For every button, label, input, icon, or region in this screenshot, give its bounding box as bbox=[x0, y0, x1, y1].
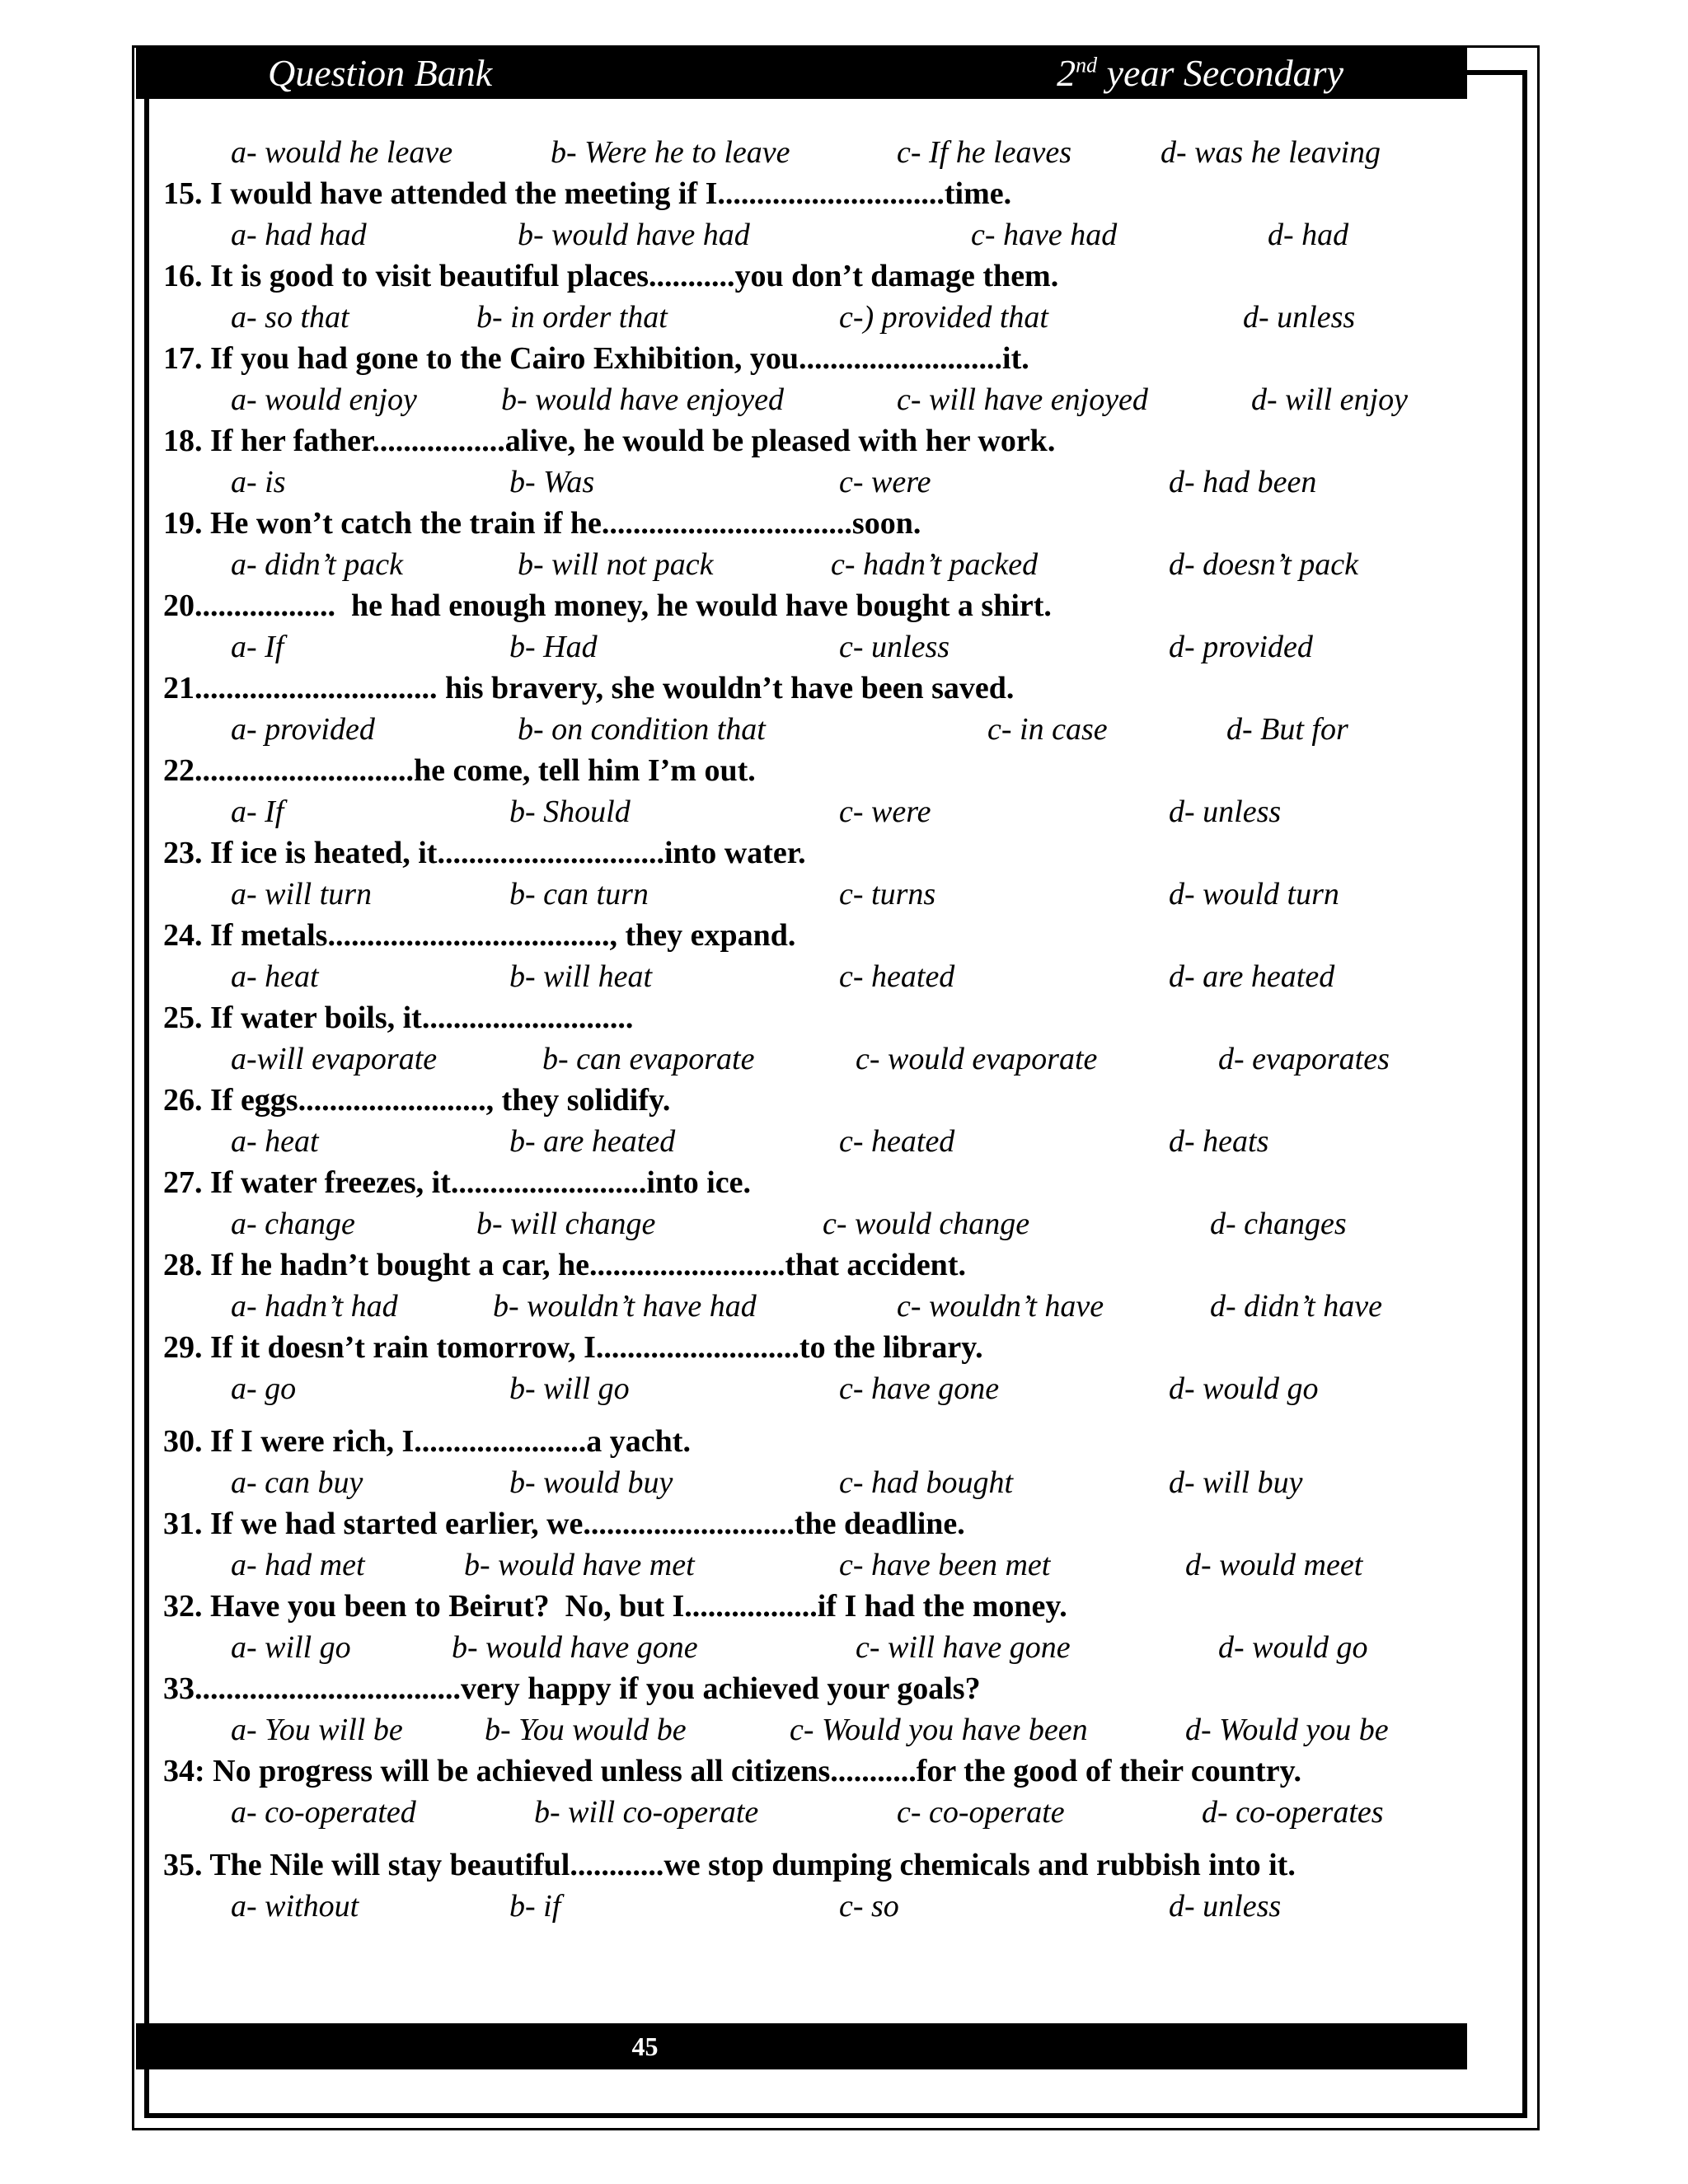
options-row bbox=[163, 544, 1465, 585]
option-c: c- Would you have been bbox=[790, 1713, 1088, 1747]
option-b: b- You would be bbox=[485, 1713, 687, 1747]
option-b: b- will not pack bbox=[518, 547, 714, 582]
question-text: 22............................he come, tell him I’m out. bbox=[163, 753, 756, 788]
option-b: b- would have met bbox=[464, 1548, 695, 1582]
question-text: 31. If we had started earlier, we...........................the deadline. bbox=[163, 1507, 965, 1541]
question-text: 23. If ice is heated, it.............................into water. bbox=[163, 836, 806, 870]
option-b: b- Were he to leave bbox=[551, 135, 790, 170]
option-d: d- co-operates bbox=[1202, 1795, 1384, 1830]
option-a: a- heat bbox=[231, 959, 319, 994]
options-row bbox=[163, 1709, 1465, 1750]
option-c: c- heated bbox=[839, 959, 955, 994]
question-text: 26. If eggs........................, they solidify. bbox=[163, 1083, 671, 1118]
option-b: b- wouldn’t have had bbox=[493, 1289, 757, 1324]
option-a: a- will go bbox=[231, 1630, 351, 1665]
option-a: a- can buy bbox=[231, 1465, 363, 1500]
option-b: b- if bbox=[509, 1889, 561, 1924]
option-a: a- heat bbox=[231, 1124, 319, 1159]
question-text: 35. The Nile will stay beautiful............we stop dumping chemicals and rubbish into it. bbox=[163, 1848, 1296, 1882]
question-text: 28. If he hadn’t bought a car, he.........................that accident. bbox=[163, 1248, 966, 1282]
option-b: b- will co-operate bbox=[534, 1795, 759, 1830]
option-a: a- will turn bbox=[231, 877, 373, 912]
option-b: b- are heated bbox=[509, 1124, 676, 1159]
question-text: 24. If metals...................................., they expand. bbox=[163, 918, 796, 953]
option-b: b- can evaporate bbox=[542, 1042, 755, 1076]
question-text: 17. If you had gone to the Cairo Exhibition, you..........................it. bbox=[163, 341, 1029, 376]
option-c: c- were bbox=[839, 465, 931, 499]
question-text: 25. If water boils, it........................... bbox=[163, 1001, 634, 1035]
option-d: d- had been bbox=[1169, 465, 1317, 499]
option-c: c- hadn’t packed bbox=[831, 547, 1039, 582]
option-a: a- provided bbox=[231, 712, 375, 747]
option-c: c- will have enjoyed bbox=[897, 382, 1148, 417]
option-b: b- will change bbox=[476, 1207, 656, 1241]
option-d: d- changes bbox=[1210, 1207, 1347, 1241]
question-text: 20.................. he had enough money, he would have bought a shirt. bbox=[163, 588, 1052, 623]
option-a: a- would he leave bbox=[231, 135, 453, 170]
option-c: c- turns bbox=[839, 877, 936, 912]
option-d: d- was he leaving bbox=[1160, 135, 1381, 170]
options-row bbox=[163, 214, 1465, 255]
option-d: d- would go bbox=[1218, 1630, 1368, 1665]
option-b: b- in order that bbox=[476, 300, 668, 335]
option-c: c- heated bbox=[839, 1124, 955, 1159]
option-d: d- would turn bbox=[1169, 877, 1339, 912]
question-text: 19. He won’t catch the train if he................................soon. bbox=[163, 506, 921, 541]
option-a: a- didn’t pack bbox=[231, 547, 403, 582]
option-b: b- will go bbox=[509, 1371, 630, 1406]
header-grade: 2nd year Secondary bbox=[1057, 52, 1343, 94]
top-options bbox=[163, 132, 1465, 173]
options-row bbox=[163, 1627, 1465, 1668]
options-row bbox=[163, 791, 1465, 832]
option-a: a- If bbox=[231, 630, 284, 664]
option-b: b- Had bbox=[509, 630, 598, 664]
option-a: a- change bbox=[231, 1207, 355, 1241]
option-c: c- wouldn’t have bbox=[897, 1289, 1104, 1324]
question-text: 27. If water freezes, it.........................into ice. bbox=[163, 1165, 752, 1200]
option-d: d- unless bbox=[1169, 794, 1282, 829]
options-row bbox=[163, 1462, 1465, 1503]
option-a: a- You will be bbox=[231, 1713, 403, 1747]
option-c: c- co-operate bbox=[897, 1795, 1065, 1830]
option-c: c- unless bbox=[839, 630, 950, 664]
options-row bbox=[163, 1121, 1465, 1162]
options-row bbox=[163, 297, 1465, 338]
option-d: d- unless bbox=[1169, 1889, 1282, 1924]
option-c: c- would change bbox=[823, 1207, 1030, 1241]
option-b: b- Should bbox=[509, 794, 631, 829]
option-d: d- provided bbox=[1169, 630, 1313, 664]
option-c: c- have had bbox=[971, 218, 1118, 252]
option-d: d- will buy bbox=[1169, 1465, 1303, 1500]
option-d: d- unless bbox=[1243, 300, 1356, 335]
options-row bbox=[163, 1792, 1465, 1833]
option-c: c- were bbox=[839, 794, 931, 829]
options-row bbox=[163, 956, 1465, 997]
option-a: a- without bbox=[231, 1889, 359, 1924]
question-text: 15. I would have attended the meeting if I.............................time. bbox=[163, 176, 1012, 211]
options-row bbox=[163, 1038, 1465, 1080]
options-row bbox=[163, 709, 1465, 750]
question-text: 21............................... his bravery, she wouldn’t have been saved. bbox=[163, 671, 1015, 705]
options-row bbox=[163, 462, 1465, 503]
option-a: a- had had bbox=[231, 218, 367, 252]
options-row bbox=[163, 1368, 1465, 1409]
option-d: d- would meet bbox=[1185, 1548, 1363, 1582]
option-d: d- doesn’t pack bbox=[1169, 547, 1359, 582]
option-c: c- in case bbox=[987, 712, 1108, 747]
option-c: c-) provided that bbox=[839, 300, 1048, 335]
option-d: d- will enjoy bbox=[1251, 382, 1408, 417]
option-d: d- evaporates bbox=[1218, 1042, 1390, 1076]
option-a: a- co-operated bbox=[231, 1795, 416, 1830]
page-number: 45 bbox=[631, 2032, 659, 2061]
question-list bbox=[163, 132, 1465, 1927]
option-d: d- Would you be bbox=[1185, 1713, 1389, 1747]
option-b: b- will heat bbox=[509, 959, 653, 994]
option-b: b- would have enjoyed bbox=[501, 382, 784, 417]
question-text: 16. It is good to visit beautiful places...........you don’t damage them. bbox=[163, 259, 1059, 293]
option-c: c- would evaporate bbox=[856, 1042, 1098, 1076]
option-d: d- are heated bbox=[1169, 959, 1335, 994]
question-text: 34: No progress will be achieved unless all citizens...........for the good of their country. bbox=[163, 1754, 1301, 1788]
options-row bbox=[163, 874, 1465, 915]
option-a: a- so that bbox=[231, 300, 349, 335]
header-title: Question Bank bbox=[268, 52, 493, 94]
option-d: d- didn’t have bbox=[1210, 1289, 1382, 1324]
option-a: a- If bbox=[231, 794, 284, 829]
option-b: b- can turn bbox=[509, 877, 649, 912]
options-row bbox=[163, 1203, 1465, 1244]
question-text: 30. If I were rich, I......................a yacht. bbox=[163, 1424, 691, 1459]
options-row bbox=[163, 1886, 1465, 1927]
option-b: b- on condition that bbox=[518, 712, 766, 747]
question-text: 29. If it doesn’t rain tomorrow, I..........................to the library. bbox=[163, 1330, 983, 1365]
option-c: c- so bbox=[839, 1889, 899, 1924]
option-d: d- would go bbox=[1169, 1371, 1319, 1406]
options-row bbox=[163, 626, 1465, 668]
option-a: a- would enjoy bbox=[231, 382, 417, 417]
footer-bar bbox=[136, 2023, 1467, 2069]
option-c: c- had bought bbox=[839, 1465, 1014, 1500]
option-b: b- would have gone bbox=[452, 1630, 698, 1665]
option-d: d- heats bbox=[1169, 1124, 1269, 1159]
option-a: a- go bbox=[231, 1371, 297, 1406]
option-b: b- would have had bbox=[518, 218, 750, 252]
question-text: 18. If her father.................alive, he would be pleased with her work. bbox=[163, 424, 1056, 458]
option-b: b- Was bbox=[509, 465, 595, 499]
option-a: a- is bbox=[231, 465, 286, 499]
option-a: a- had met bbox=[231, 1548, 365, 1582]
option-d: d- had bbox=[1268, 218, 1349, 252]
option-a: a- hadn’t had bbox=[231, 1289, 398, 1324]
option-c: c- have been met bbox=[839, 1548, 1051, 1582]
header-bar bbox=[136, 48, 1467, 99]
question-text: 33..................................very happy if you achieved your goals? bbox=[163, 1671, 981, 1706]
question-text: 32. Have you been to Beirut? No, but I.................if I had the money. bbox=[163, 1589, 1067, 1624]
option-a: a-will evaporate bbox=[231, 1042, 438, 1076]
option-b: b- would buy bbox=[509, 1465, 673, 1500]
options-row bbox=[163, 1544, 1465, 1586]
option-c: c- have gone bbox=[839, 1371, 1000, 1406]
option-c: c- If he leaves bbox=[897, 135, 1072, 170]
options-row bbox=[163, 379, 1465, 420]
options-row bbox=[163, 1286, 1465, 1327]
option-d: d- But for bbox=[1226, 712, 1348, 747]
option-c: c- will have gone bbox=[856, 1630, 1071, 1665]
